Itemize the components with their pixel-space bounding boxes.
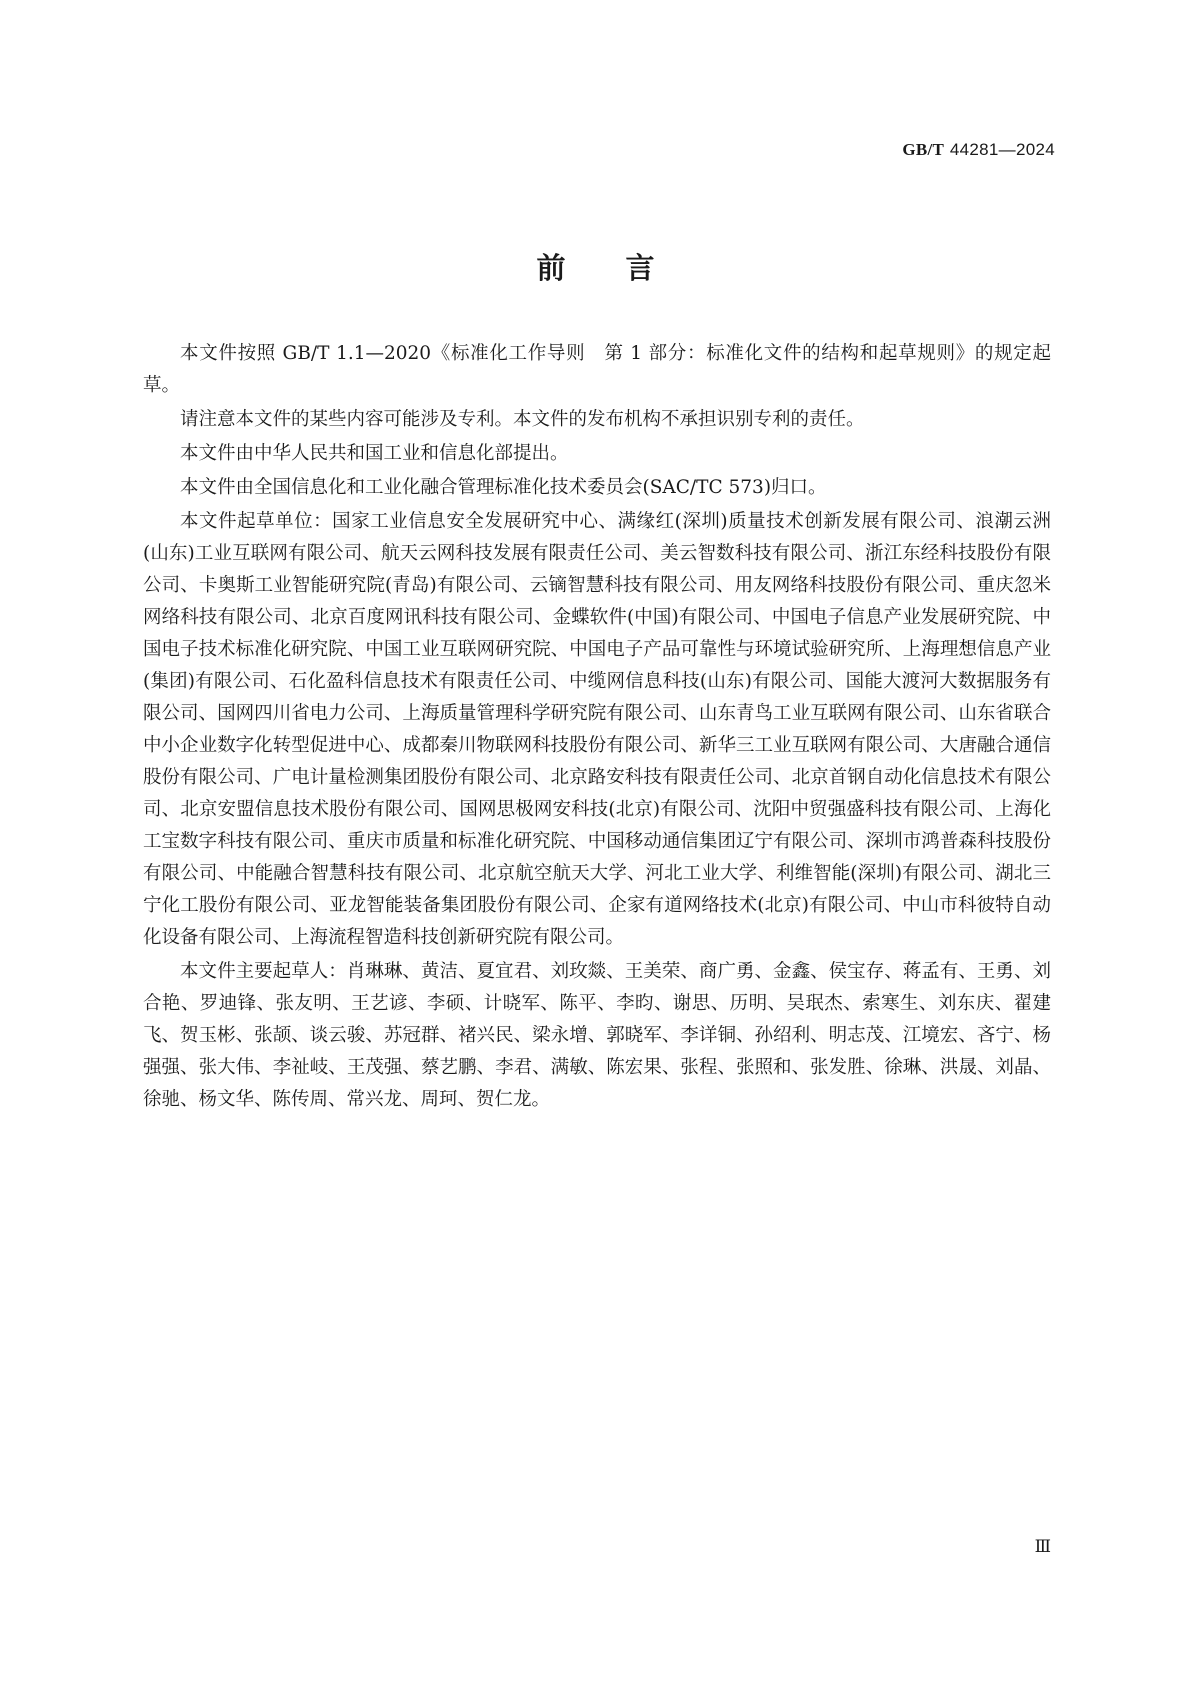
paragraph-drafting-organizations: 本文件起草单位：国家工业信息安全发展研究中心、满缘红(深圳)质量技术创新发展有限公司、浪潮云洲(山东)工业互联网有限公司、航天云网科技发展有限责任公司、美云智数科技有限公司、浙江东经科技股份有限公司、卡奥斯工业智能研究院(青岛)有限公司、云镝智慧科技有限公司、用友网络科技股份有限公司、重庆忽米网络科技有限公司、北京百度网讯科技有限公司、金蝶软件(中国)有限公司、中国电子信息产业发展研究院、中国电子技术标准化研究院、中国工业互联网研究院、中国电子产品可靠性与环境试验研究所、上海理想信息产业(集团)有限公司、石化盈科信息技术有限责任公司、中缆网信息科技(山东)有限公司、国能大渡河大数据服务有限公司、国网四川省电力公司、上海质量管理科学研究院有限公司、山东青鸟工业互联网有限公司、山东省联合中小企业数字化转型促进中心、成都秦川物联网科技股份有限公司、新华三工业互联网有限公司、大唐融合通信股份有限公司、广电计量检测集团股份有限公司、北京路安科技有限责任公司、北京首钢自动化信息技术有限公司、北京安盟信息技术股份有限公司、国网思极网安科技(北京)有限公司、沈阳中贸强盛科技有限公司、上海化工宝数字科技有限公司、重庆市质量和标准化研究院、中国移动通信集团辽宁有限公司、深圳市鸿普森科技股份有限公司、中能融合智慧科技有限公司、北京航空航天大学、河北工业大学、利维智能(深圳)有限公司、湖北三宁化工股份有限公司、亚龙智能装备集团股份有限公司、企家有道网络技术(北京)有限公司、中山市科彼特自动化设备有限公司、上海流程智造科技创新研究院有限公司。	[143, 511, 1051, 948]
standard-number: 44281—2024	[949, 140, 1055, 159]
paragraph-technical-committee: 本文件由全国信息化和工业化融合管理标准化技术委员会(SAC/TC 573)归口。	[180, 477, 827, 498]
standard-code	[902, 140, 1055, 160]
standard-prefix: GB/T	[902, 140, 945, 159]
paragraph-patent-notice: 请注意本文件的某些内容可能涉及专利。本文件的发布机构不承担识别专利的责任。	[180, 409, 865, 430]
page-title: 前言	[536, 251, 715, 285]
page-number: Ⅲ	[1034, 1537, 1051, 1556]
paragraph-drafters: 本文件主要起草人：肖琳琳、黄洁、夏宜君、刘玫燚、王美荣、商广勇、金鑫、侯宝存、蒋孟有、王勇、刘合艳、罗迪锋、张友明、王艺谚、李硕、计晓军、陈平、李昀、谢思、历明、吴珉杰、索寒生、刘东庆、翟建飞、贺玉彬、张颉、谈云骏、苏冠群、褚兴民、梁永增、郭晓军、李详铜、孙绍利、明志茂、江境宏、吝宁、杨强强、张大伟、李祉岐、王茂强、蔡艺鹏、李君、满敏、陈宏果、张程、张照和、张发胜、徐琳、洪晟、刘晶、徐驰、杨文华、陈传周、常兴龙、周珂、贺仁龙。	[143, 961, 1051, 1110]
paragraph-drafting-rules: 本文件按照 GB/T 1.1—2020《标准化工作导则 第 1 部分：标准化文件的结构和起草规则》的规定起草。	[143, 343, 1051, 396]
foreword-body	[143, 338, 1051, 1118]
paragraph-proposer: 本文件由中华人民共和国工业和信息化部提出。	[180, 443, 569, 464]
